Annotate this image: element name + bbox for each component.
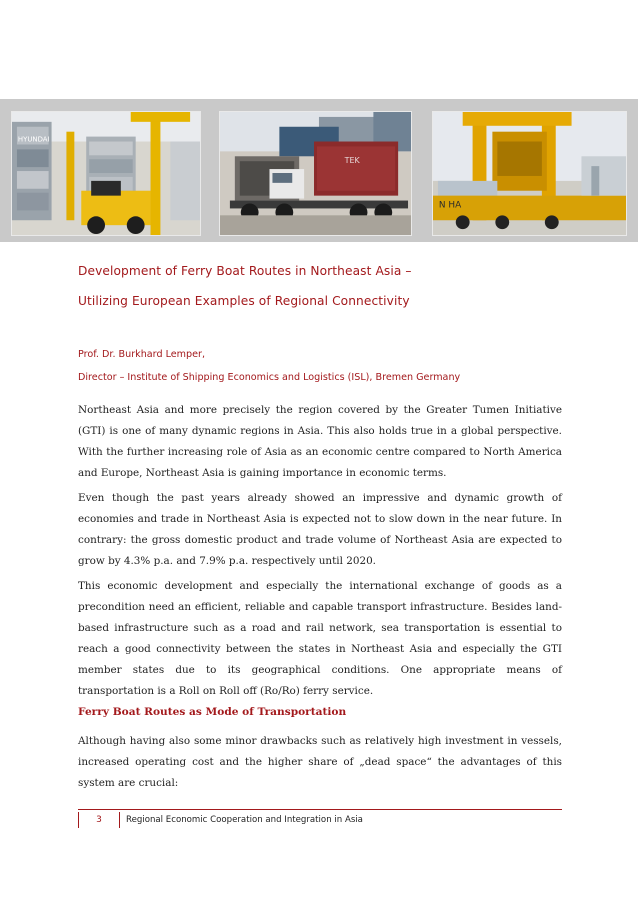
body-paragraph: Even though the past years already showed an impressive and dynamic growth of economies and trade in Northeast Asia is expected not to slow down in the near future. In contrary: the gross domestic product and trade volume of Northeast Asia are expected to grow by 4.3% p.a. and 7.9% p.a. respectively until 2020.	[78, 492, 562, 567]
page-number: 3	[78, 812, 120, 828]
body-paragraph: Northeast Asia and more precisely the region covered by the Greater Tumen Initiative (GTI) is one of many dynamic regions in Asia. This also holds true in a global perspective. With the further increasing role of Asia as an economic centre compared to North America and Europe, Northeast Asia is gaining importance in economic terms.	[78, 404, 562, 479]
body-paragraph: Although having also some minor drawbacks such as relatively high investment in vessels, increased operating cost and the higher share of „dead space“ the advantages of this system are crucial:	[78, 735, 562, 789]
photo-band	[0, 99, 638, 242]
container-port-photo	[11, 111, 201, 236]
author-name: Prof. Dr. Burkhard Lemper,	[78, 349, 205, 360]
footer-title: Regional Economic Cooperation and Integration in Asia	[126, 815, 363, 825]
author-affiliation: Director – Institute of Shipping Economics and Logistics (ISL), Bremen Germany	[78, 372, 461, 383]
port-crane-photo	[432, 111, 627, 236]
footer-divider	[78, 809, 562, 810]
body-paragraph: This economic development and especially the international exchange of goods as a precondition need an efficient, reliable and capable transport infrastructure. Besides land-based infrastructure such as a road and rail network, sea transportation is essential to reach a good connectivity between the states in Northeast Asia and especially the GTI member states due to its geographical conditions. One appropriate means of transportation is a Roll on Roll off (Ro/Ro) ferry service.	[78, 580, 562, 697]
article-title-line-1: Development of Ferry Boat Routes in Northeast Asia –	[78, 264, 412, 278]
photo-overlay-text: HYUNDAI	[17, 135, 50, 144]
photo-overlay-text: N HA	[438, 200, 462, 211]
section-heading: Ferry Boat Routes as Mode of Transportation	[78, 706, 347, 718]
container-truck-photo	[219, 111, 412, 236]
photo-overlay-text: TEK	[344, 156, 360, 166]
article-title-line-2: Utilizing European Examples of Regional Connectivity	[78, 294, 410, 308]
